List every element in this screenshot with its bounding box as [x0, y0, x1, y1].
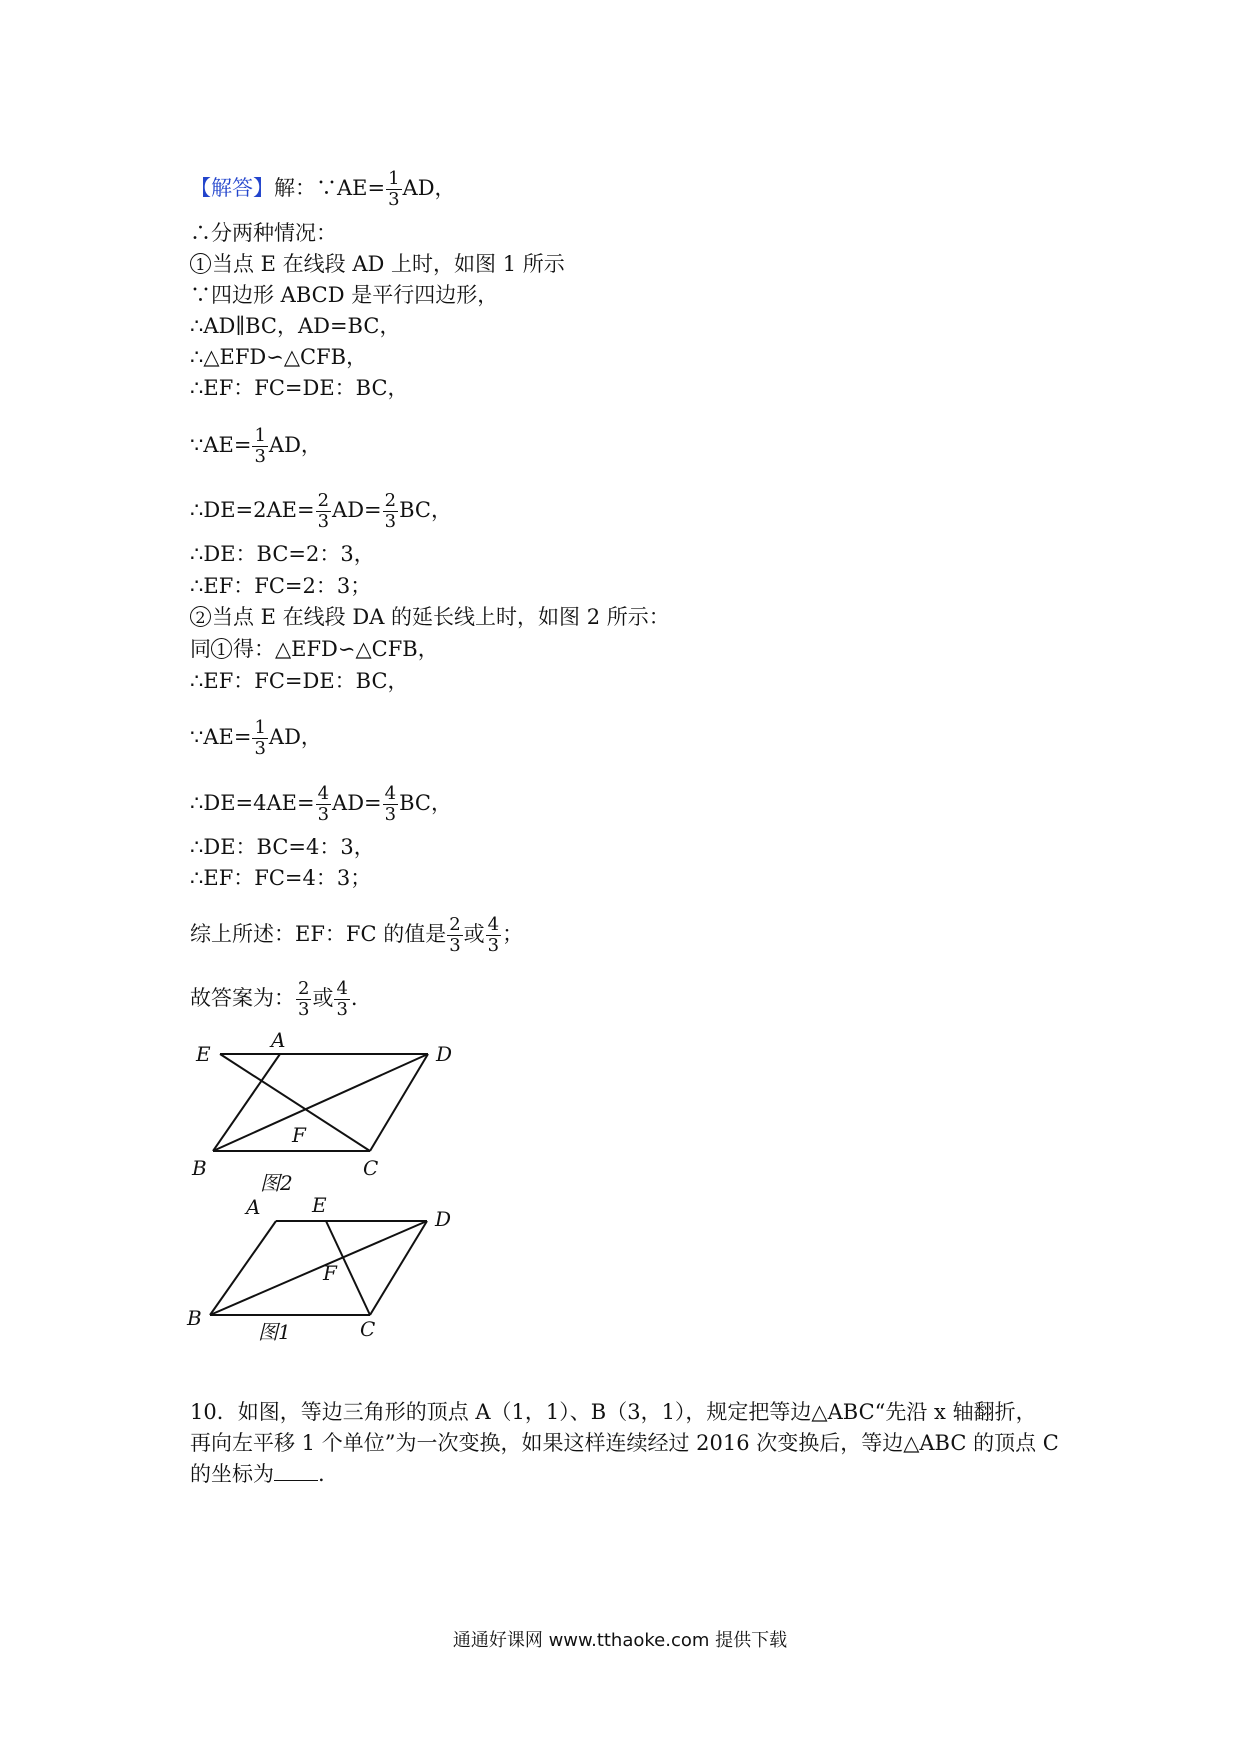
problem-10-line-3: 的坐标为 .	[190, 1462, 325, 1486]
fraction: $\frac{4}{3}$	[384, 783, 397, 825]
circled-number: 1	[211, 638, 232, 659]
answer-tag: 【解答】	[190, 176, 274, 200]
solution-line-13: 同 1 得：△EFD∽△CFB，	[190, 637, 439, 661]
solution-line-14: ∴EF：FC=DE：BC，	[190, 669, 409, 693]
solution-line-11: ∴EF：FC=2：3；	[190, 574, 372, 598]
solution-line-9: ∴DE=2AE= $\frac{2}{3}$ AD= $\frac{2}{3}$ BC，	[190, 490, 452, 532]
solution-line-2: ∴分两种情况：	[190, 221, 337, 245]
fraction: $\frac{2}{3}$	[384, 490, 397, 532]
solution-line-17: ∴DE：BC=4：3，	[190, 835, 375, 859]
point-label-F: F	[323, 1261, 337, 1285]
fraction: $\frac{1}{3}$	[254, 717, 266, 759]
answer-blank	[274, 1480, 318, 1481]
figure-caption: 图1	[258, 1320, 291, 1344]
fraction: $\frac{1}{3}$	[388, 168, 400, 210]
problem-10-line-1: 10．如图，等边三角形的顶点 A（1，1）、B（3，1），规定把等边△ABC“先沿 x 轴翻折，	[190, 1400, 1037, 1424]
solution-line-16: ∴DE=4AE= $\frac{4}{3}$ AD= $\frac{4}{3}$ BC，	[190, 783, 452, 825]
point-label-C: C	[360, 1317, 376, 1341]
fraction: $\frac{4}{3}$	[317, 783, 330, 825]
fraction: $\frac{4}{3}$	[336, 978, 348, 1020]
solution-line-6: ∴△EFD∽△CFB，	[190, 345, 368, 369]
point-label-C: C	[363, 1156, 379, 1180]
point-label-E: E	[312, 1195, 327, 1217]
solution-line-1: 【解答】解：∵AE= $\frac{1}{3}$ AD，	[190, 168, 456, 210]
solution-line-15: ∵AE= $\frac{1}{3}$ AD，	[190, 717, 322, 759]
circled-number: 2	[190, 606, 211, 627]
fraction: $\frac{2}{3}$	[317, 490, 330, 532]
solution-line-4: ∵四边形 ABCD 是平行四边形，	[190, 283, 499, 307]
point-label-F: F	[292, 1123, 306, 1147]
solution-line-5: ∴AD∥BC，AD=BC，	[190, 314, 401, 338]
point-label-A: A	[271, 1028, 286, 1052]
point-label-D: D	[435, 1207, 452, 1231]
problem-10-line-2: 再向左平移 1 个单位”为一次变换，如果这样连续经过 2016 次变换后，等边△ABC 的顶点 C	[190, 1431, 1059, 1455]
solution-line-3: 1 当点 E 在线段 AD 上时，如图 1 所示	[190, 251, 565, 277]
circled-number: 1	[190, 253, 211, 274]
fraction: $\frac{4}{3}$	[487, 914, 500, 956]
figure-caption: 图2	[260, 1171, 293, 1195]
fraction: $\frac{2}{3}$	[449, 914, 461, 956]
point-label-D: D	[436, 1042, 453, 1066]
figure-1	[180, 1195, 480, 1355]
point-label-A: A	[246, 1195, 261, 1219]
figure-2	[180, 1020, 480, 1195]
solution-line-7: ∴EF：FC=DE：BC，	[190, 376, 409, 400]
fraction: $\frac{1}{3}$	[254, 425, 266, 467]
solution-line-19: 综上所述：EF：FC 的值是 $\frac{2}{3}$ 或 $\frac{4}{3}$ ；	[190, 914, 524, 956]
point-label-B: B	[187, 1306, 202, 1330]
solution-line-18: ∴EF：FC=4：3；	[190, 866, 372, 890]
point-label-E: E	[196, 1042, 211, 1066]
solution-line-8: ∵AE= $\frac{1}{3}$ AD，	[190, 425, 322, 467]
solution-line-20: 故答案为： $\frac{2}{3}$ 或 $\frac{4}{3}$ .	[190, 978, 358, 1020]
solution-line-12: 2 当点 E 在线段 DA 的延长线上时，如图 2 所示：	[190, 604, 670, 630]
solution-line-10: ∴DE：BC=2：3，	[190, 542, 375, 566]
point-label-B: B	[192, 1156, 207, 1180]
fraction: $\frac{2}{3}$	[298, 978, 310, 1020]
page-footer: 通通好课网 www.tthaoke.com 提供下载	[452, 1630, 788, 1651]
